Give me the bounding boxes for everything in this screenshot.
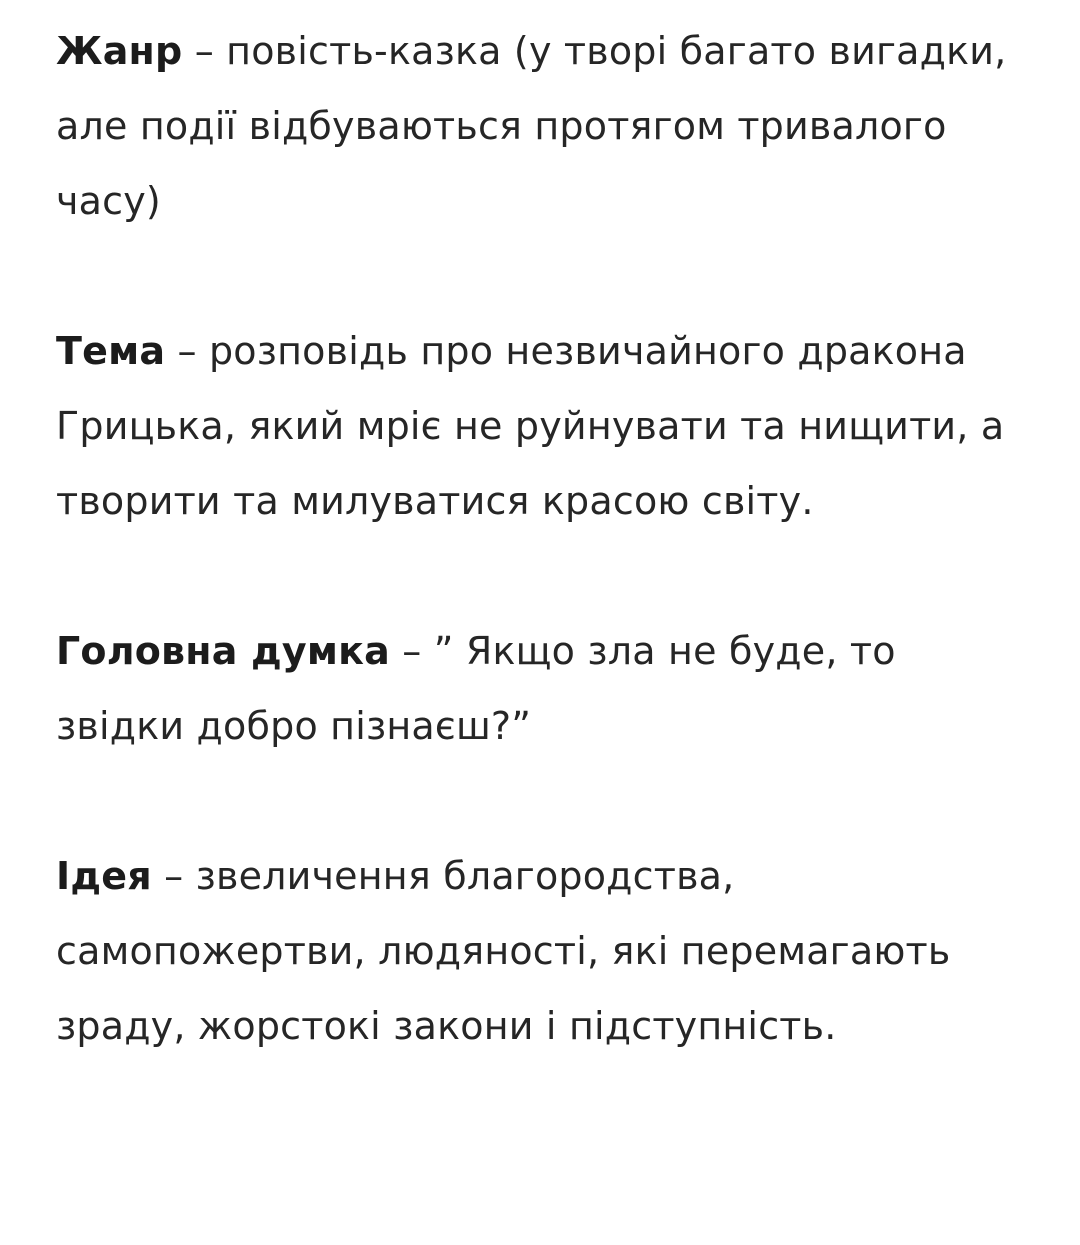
main-thought-paragraph (56, 614, 1026, 764)
theme-term: Тема (56, 329, 166, 373)
main-thought-term: Головна думка (56, 629, 390, 673)
genre-paragraph (56, 14, 1026, 239)
idea-term: Ідея (56, 854, 152, 898)
genre-term: Жанр (56, 29, 183, 73)
idea-text: – звеличення благородства, самопожертви, людяності, які перемагають зраду, жорстокі закони і підступність. (56, 854, 951, 1048)
theme-text: – розповідь про незвичайного дракона Грицька, який мріє не руйнувати та нищити, а творити та милуватися красою світу. (56, 329, 1005, 523)
document-body (56, 14, 1026, 1064)
theme-paragraph (56, 314, 1026, 539)
idea-paragraph (56, 839, 1026, 1064)
main-thought-text: – ” Якщо зла не буде, то звідки добро пізнаєш?” (56, 629, 896, 748)
genre-text: – повість-казка (у творі багато вигадки, але події відбуваються протягом тривалого часу) (56, 29, 1007, 223)
